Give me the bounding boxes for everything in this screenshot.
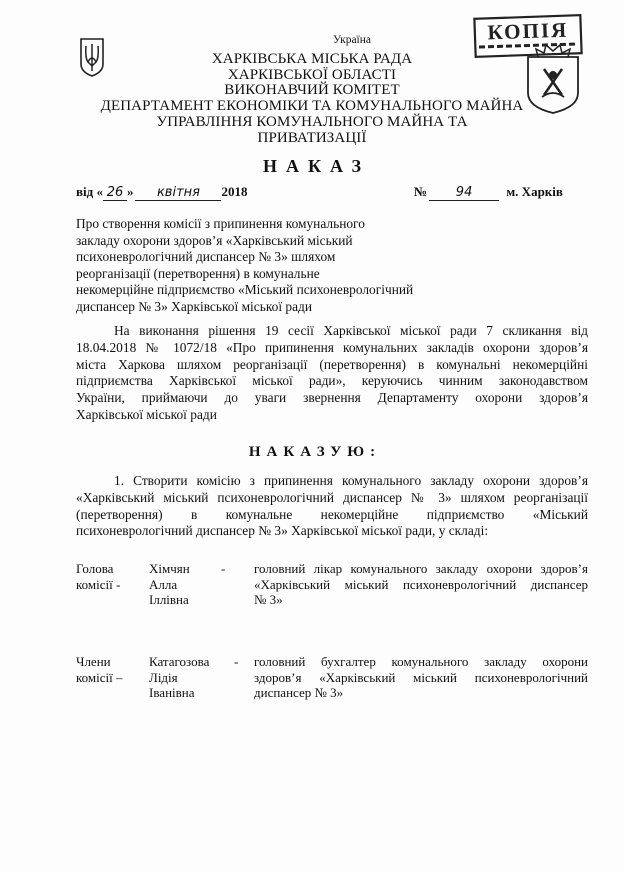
country-label: Україна [332, 34, 372, 46]
member-name-members: Катагозова Лідія Іванівна [149, 654, 210, 700]
number-field: № 94 м. Харків [414, 184, 563, 200]
svg-text:КОПІЯ: КОПІЯ [487, 17, 569, 45]
date-month: квітня [135, 185, 221, 201]
order-subject: Про створення комісії з припинення комунального закладу охорони здоров’я «Харківський міський психоневрологічний диспансер № 3» шляхом реорганізації (перетворення) в комунальне некомерційне підприємство «Міський психоневрологічний диспансер № 3» Харківської міської ради [76, 216, 414, 314]
date-year: 2018 [221, 184, 248, 199]
document-title: НАКАЗ [262, 156, 371, 176]
header-line-2: ХАРКІВСЬКОЇ ОБЛАСТІ [227, 67, 397, 83]
city-label: м. Харків [506, 184, 563, 199]
member-dash: - [234, 654, 239, 669]
member-role-chair: Голова комісії - [76, 561, 121, 592]
member-name-chair: Хімчян Алла Іллівна [149, 561, 190, 607]
date-field: від « 26 » квітня 2018 [76, 184, 248, 200]
member-description-members: головний бухгалтер комунального закладу охорони здоров’я «Харківський міський психоневрологічний диспансер № 3» [254, 654, 588, 700]
order-number: 94 [429, 185, 499, 201]
member-dash: - [221, 561, 226, 576]
header-line-3: ВИКОНАВЧИЙ КОМІТЕТ [224, 82, 400, 98]
member-description-chair: головний лікар комунального закладу охорони здоров’я «Харківський міський психоневрологічний диспансер № 3» [254, 561, 588, 607]
order-heading: НАКАЗУЮ: [248, 444, 382, 460]
date-day: 26 [103, 185, 127, 201]
header-line-4: ДЕПАРТАМЕНТ ЕКОНОМІКИ ТА КОМУНАЛЬНОГО МАЙНА [100, 98, 524, 114]
order-item-1: 1. Створити комісію з припинення комунального закладу охорони здоров’я «Харківський міський психоневрологічний диспансер № 3» шляхом реорганізації (перетворення) в комунальне некомерційне підприємство «Міський психоневрологічний диспансер № 3» Харківської міської ради, у складі: [76, 473, 588, 539]
header-line-5: УПРАВЛІННЯ КОМУНАЛЬНОГО МАЙНА ТА [156, 114, 468, 130]
header-line-1: ХАРКІВСЬКА МІСЬКА РАДА [211, 51, 413, 67]
header-line-6: ПРИВАТИЗАЦІЇ [257, 130, 367, 146]
preamble-paragraph: На виконання рішення 19 сесії Харківської міської ради 7 скликання від 18.04.2018 № 1072/18 «Про припинення комунальних закладів охорони здоров’я міста Харкова шляхом реорганізації (перетворення) в комунальні некомерційні підприємства Харківської міської ради», керуючись чинним законодавством України, приймаючи до уваги звернення Департаменту охорони здоров’я Харківської міської ради [76, 323, 588, 422]
member-role-members: Члени комісії – [76, 654, 123, 685]
